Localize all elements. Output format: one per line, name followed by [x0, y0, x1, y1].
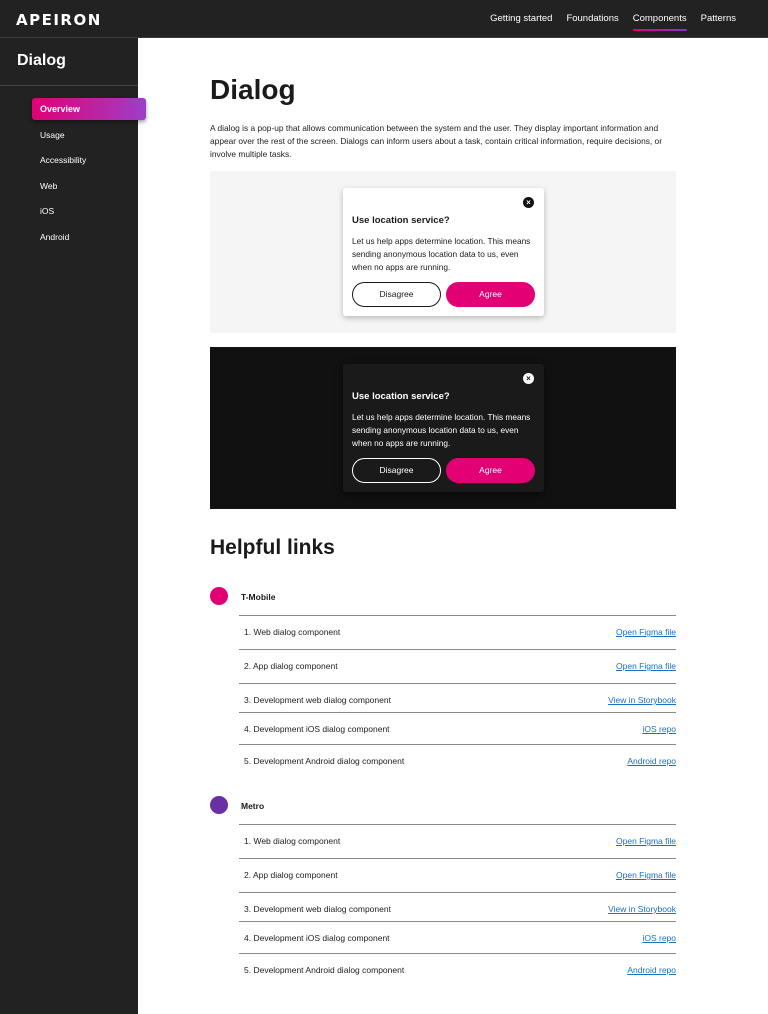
dialog-title: Use location service? [352, 215, 450, 226]
sidebar-title: Dialog [17, 52, 66, 69]
nav-patterns[interactable]: Patterns [700, 13, 736, 24]
link[interactable]: View in Storybook [608, 904, 676, 914]
disagree-button[interactable]: Disagree [352, 282, 441, 307]
link[interactable]: Open Figma file [616, 627, 676, 637]
sidebar-menu [32, 98, 146, 252]
dialog-example-dark [343, 364, 544, 492]
list-item [239, 713, 676, 745]
disagree-button[interactable]: Disagree [352, 458, 441, 483]
link[interactable]: iOS repo [642, 933, 676, 943]
group-name: T-Mobile [241, 592, 276, 602]
list-item [239, 745, 676, 777]
link[interactable]: Android repo [627, 965, 676, 975]
link[interactable]: Open Figma file [616, 661, 676, 671]
dialog-title: Use location service? [352, 391, 450, 402]
list-item [239, 954, 676, 986]
link[interactable]: Android repo [627, 756, 676, 766]
group-name: Metro [241, 801, 265, 811]
dialog-body: Let us help apps determine location. This means sending anonymous location data to us, even when no apps are running. [352, 236, 531, 272]
link-label: 1. Web dialog component [244, 627, 341, 637]
list-item [239, 684, 676, 713]
links-group-metro [210, 796, 676, 975]
dialog-body: Let us help apps determine location. This means sending anonymous location data to us, even when no apps are running. [352, 412, 531, 448]
link-label: 3. Development web dialog component [244, 695, 391, 705]
sidebar-divider [0, 85, 138, 86]
close-icon[interactable]: × [523, 373, 534, 384]
sidebar-item-android[interactable]: Android [40, 231, 70, 242]
apeiron-logo[interactable]: APEIRON [16, 11, 102, 29]
link-label: 4. Development iOS dialog component [244, 724, 390, 734]
list-item [239, 825, 676, 859]
helpful-links-heading: Helpful links [210, 536, 335, 559]
nav-foundations[interactable]: Foundations [566, 13, 619, 24]
links-group-t-mobile [210, 587, 676, 766]
link[interactable]: Open Figma file [616, 870, 676, 880]
list-item [239, 859, 676, 893]
agree-button[interactable]: Agree [446, 282, 535, 307]
close-icon[interactable]: × [523, 197, 534, 208]
sidebar-item-ios[interactable]: iOS [40, 206, 55, 217]
links-list [239, 615, 676, 777]
intro-paragraph: A dialog is a pop-up that allows communication between the system and the user. They display important information and appear over the rest of the screen. Dialogs can inform users about a task, contain critical information, require decisions, or involve multiple tasks. [210, 123, 663, 159]
sidebar-item-accessibility[interactable]: Accessibility [40, 155, 87, 166]
list-item [239, 922, 676, 954]
list-item [239, 893, 676, 922]
sidebar-item-usage[interactable]: Usage [40, 129, 65, 140]
link[interactable]: View in Storybook [608, 695, 676, 705]
link-label: 5. Development Android dialog component [244, 965, 405, 975]
list-item [239, 650, 676, 684]
list-item [239, 616, 676, 650]
sidebar-item-web[interactable]: Web [40, 180, 58, 191]
link-label: 1. Web dialog component [244, 836, 341, 846]
link[interactable]: iOS repo [642, 724, 676, 734]
sidebar [0, 38, 138, 1014]
dialog-demo-dark [210, 347, 676, 509]
link-label: 2. App dialog component [244, 661, 338, 671]
nav-components[interactable]: Components [633, 0, 687, 38]
top-nav [490, 0, 736, 38]
dialog-demo-light [210, 171, 676, 333]
nav-getting-started[interactable]: Getting started [490, 13, 553, 24]
link-label: 3. Development web dialog component [244, 904, 391, 914]
agree-button[interactable]: Agree [446, 458, 535, 483]
link[interactable]: Open Figma file [616, 836, 676, 846]
brand-dot [210, 587, 228, 605]
page-title: Dialog [210, 74, 296, 105]
link-label: 5. Development Android dialog component [244, 756, 405, 766]
link-label: 2. App dialog component [244, 870, 338, 880]
links-list [239, 824, 676, 986]
top-navigation-bar [0, 0, 768, 38]
brand-dot [210, 796, 228, 814]
dialog-example [343, 188, 544, 316]
link-label: 4. Development iOS dialog component [244, 933, 390, 943]
sidebar-item-overview[interactable]: Overview [32, 98, 146, 120]
